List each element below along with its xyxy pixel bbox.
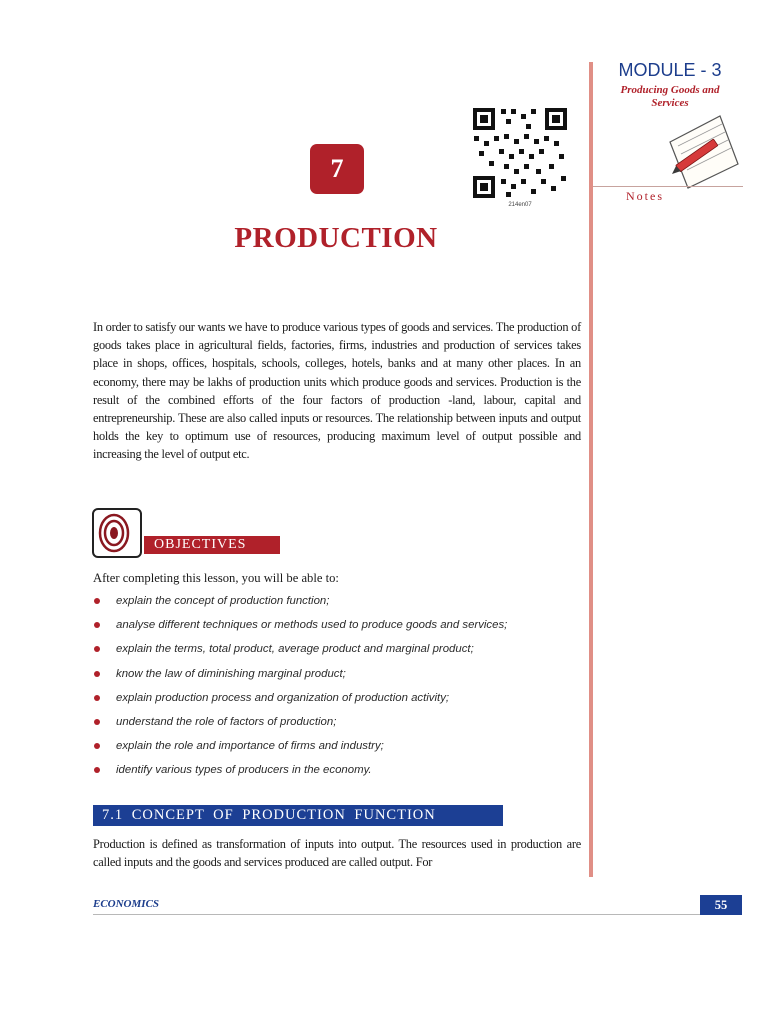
objective-item: explain the role and importance of firms and industry; <box>93 737 593 761</box>
section-paragraph: Production is defined as transformation of inputs into output. The resources used in production are called inputs and the goods and services produced are called output. For <box>93 837 581 870</box>
target-icon <box>92 508 142 558</box>
objective-item: know the law of diminishing marginal product; <box>93 665 593 689</box>
module-subtitle: Producing Goods and Services <box>620 84 720 109</box>
objective-item: explain the terms, total product, average product and marginal product; <box>93 640 593 664</box>
qr-code-icon <box>471 106 569 200</box>
objective-item: understand the role of factors of production; <box>93 713 593 737</box>
objective-item: explain production process and organization of production activity; <box>93 689 593 713</box>
module-title: MODULE - 3 <box>618 60 722 80</box>
chapter-number: 7 <box>330 154 344 183</box>
objective-item: explain the concept of production function; <box>93 592 593 616</box>
chapter-title: PRODUCTION <box>234 222 438 254</box>
objectives-lead: After completing this lesson, you will be able to: <box>93 571 339 585</box>
notepad-pencil-icon <box>666 112 742 192</box>
intro-paragraph: In order to satisfy our wants we have to produce various types of goods and services. The production of goods takes place in agricultural fields, factories, firms, industries and production of services takes place in shops, offices, hospitals, schools, colleges, hotels, banks and at many other places. In an economy, there may be lakhs of production units which produce goods and services. Production is the result of the combined efforts of the four factors of production -land, labour, capital and entrepreneurship. These are also called inputs or resources. The relationship between inputs and output holds the key to optimum use of resources, producing maximum level of output possible and increasing the level of output etc. <box>93 320 581 462</box>
objectives-list <box>93 592 593 786</box>
objective-item: analyse different techniques or methods used to produce goods and services; <box>93 616 593 640</box>
page-number: 55 <box>700 895 742 915</box>
chapter-number-badge <box>310 144 364 194</box>
notes-label: Notes <box>626 189 664 203</box>
footer-rule <box>93 914 700 915</box>
section-title: 7.1 CONCEPT OF PRODUCTION FUNCTION <box>102 807 436 823</box>
footer-subject: ECONOMICS <box>93 898 160 910</box>
qr-caption: 214en07 <box>508 202 532 208</box>
objective-item: identify various types of producers in the economy. <box>93 761 593 785</box>
objectives-heading: OBJECTIVES <box>154 537 247 552</box>
notes-rule <box>593 186 743 187</box>
